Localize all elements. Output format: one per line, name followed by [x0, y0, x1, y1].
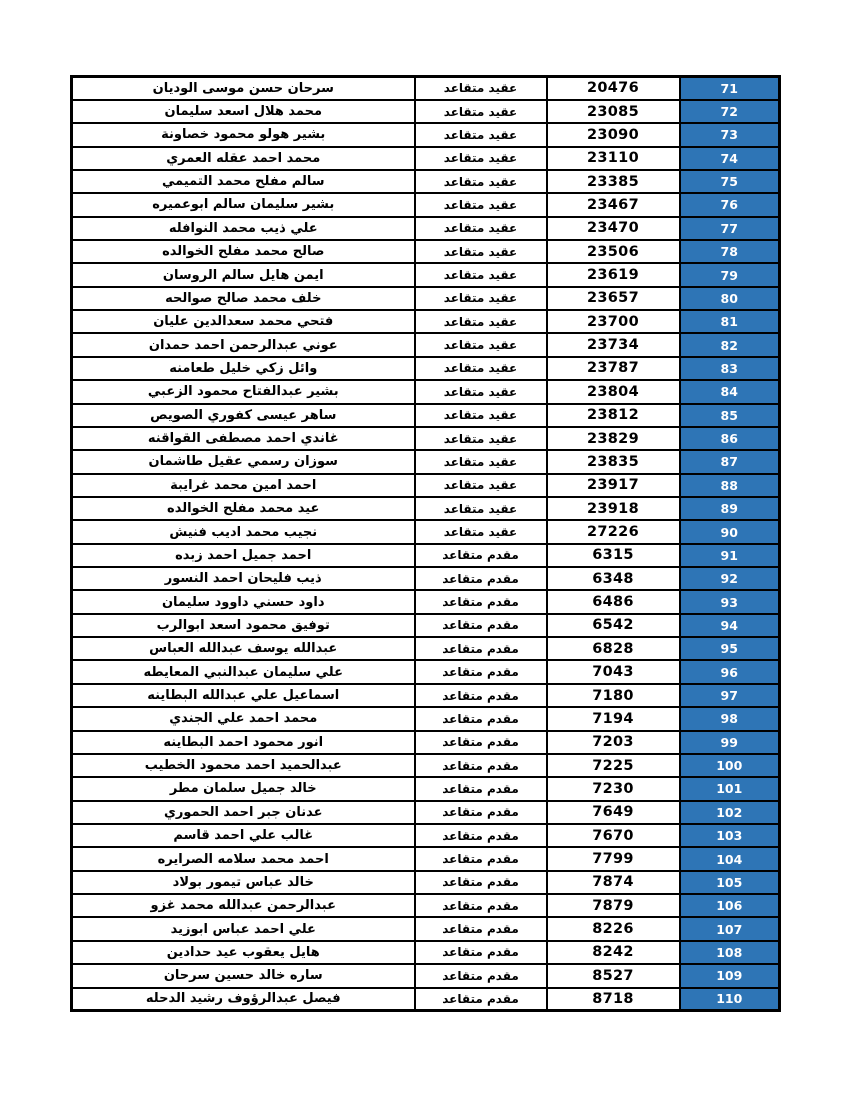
officer-rank-cell: عقيد متقاعد — [415, 333, 547, 356]
table-row — [72, 240, 780, 263]
officer-rank-cell: عقيد متقاعد — [415, 287, 547, 310]
table-row — [72, 871, 780, 894]
row-serial-cell: 95 — [680, 637, 780, 660]
service-number-cell: 23917 — [547, 474, 680, 497]
service-number-cell: 23787 — [547, 357, 680, 380]
table-row — [72, 263, 780, 286]
table-row — [72, 100, 780, 123]
table-row — [72, 567, 780, 590]
row-serial-cell: 102 — [680, 801, 780, 824]
table-row — [72, 941, 780, 964]
service-number-cell: 8718 — [547, 988, 680, 1011]
row-serial-cell: 93 — [680, 590, 780, 613]
service-number-cell: 7043 — [547, 660, 680, 683]
row-serial-cell: 86 — [680, 427, 780, 450]
officer-rank-cell: مقدم متقاعد — [415, 847, 547, 870]
officer-rank-cell: عقيد متقاعد — [415, 263, 547, 286]
officer-name-cell: محمد هلال اسعد سليمان — [72, 100, 415, 123]
officer-name-cell: ساهر عيسى كفوري الصويص — [72, 404, 415, 427]
service-number-cell: 7879 — [547, 894, 680, 917]
officer-name-cell: غاندي احمد مصطفى القواقنه — [72, 427, 415, 450]
row-serial-cell: 97 — [680, 684, 780, 707]
service-number-cell: 23506 — [547, 240, 680, 263]
roster-table-body — [72, 77, 780, 1011]
row-serial-cell: 92 — [680, 567, 780, 590]
service-number-cell: 20476 — [547, 77, 680, 100]
service-number-cell: 23619 — [547, 263, 680, 286]
officer-name-cell: فتحي محمد سعدالدين عليان — [72, 310, 415, 333]
officer-name-cell: صالح محمد مفلح الخوالده — [72, 240, 415, 263]
officer-name-cell: ايمن هايل سالم الروسان — [72, 263, 415, 286]
service-number-cell: 23700 — [547, 310, 680, 333]
row-serial-cell: 103 — [680, 824, 780, 847]
officer-name-cell: ساره خالد حسين سرحان — [72, 964, 415, 987]
table-row — [72, 77, 780, 100]
row-serial-cell: 72 — [680, 100, 780, 123]
table-row — [72, 474, 780, 497]
officer-name-cell: هايل يعقوب عيد حدادين — [72, 941, 415, 964]
row-serial-cell: 99 — [680, 731, 780, 754]
service-number-cell: 23090 — [547, 123, 680, 146]
row-serial-cell: 75 — [680, 170, 780, 193]
row-serial-cell: 83 — [680, 357, 780, 380]
table-row — [72, 684, 780, 707]
officer-name-cell: فيصل عبدالرؤوف رشيد الدحله — [72, 988, 415, 1011]
officer-rank-cell: مقدم متقاعد — [415, 917, 547, 940]
row-serial-cell: 85 — [680, 404, 780, 427]
row-serial-cell: 71 — [680, 77, 780, 100]
table-row — [72, 731, 780, 754]
service-number-cell: 7203 — [547, 731, 680, 754]
retirees-roster-table — [70, 75, 781, 1012]
service-number-cell: 6542 — [547, 614, 680, 637]
officer-name-cell: عدنان جبر احمد الحموري — [72, 801, 415, 824]
table-row — [72, 754, 780, 777]
officer-rank-cell: مقدم متقاعد — [415, 660, 547, 683]
officer-name-cell: داود حسني داوود سليمان — [72, 590, 415, 613]
service-number-cell: 7230 — [547, 777, 680, 800]
officer-name-cell: غالب علي احمد قاسم — [72, 824, 415, 847]
row-serial-cell: 91 — [680, 544, 780, 567]
table-row — [72, 310, 780, 333]
officer-name-cell: احمد محمد سلامه الصرايره — [72, 847, 415, 870]
officer-rank-cell: مقدم متقاعد — [415, 754, 547, 777]
officer-name-cell: انور محمود احمد البطاينه — [72, 731, 415, 754]
table-row — [72, 988, 780, 1011]
row-serial-cell: 107 — [680, 917, 780, 940]
table-row — [72, 637, 780, 660]
table-row — [72, 590, 780, 613]
service-number-cell: 23734 — [547, 333, 680, 356]
table-row — [72, 170, 780, 193]
officer-rank-cell: مقدم متقاعد — [415, 824, 547, 847]
row-serial-cell: 81 — [680, 310, 780, 333]
row-serial-cell: 78 — [680, 240, 780, 263]
officer-rank-cell: مقدم متقاعد — [415, 590, 547, 613]
row-serial-cell: 88 — [680, 474, 780, 497]
row-serial-cell: 79 — [680, 263, 780, 286]
officer-rank-cell: مقدم متقاعد — [415, 894, 547, 917]
row-serial-cell: 90 — [680, 520, 780, 543]
officer-rank-cell: عقيد متقاعد — [415, 474, 547, 497]
officer-name-cell: عوني عبدالرحمن احمد حمدان — [72, 333, 415, 356]
table-row — [72, 497, 780, 520]
service-number-cell: 23804 — [547, 380, 680, 403]
row-serial-cell: 80 — [680, 287, 780, 310]
table-row — [72, 801, 780, 824]
row-serial-cell: 101 — [680, 777, 780, 800]
officer-name-cell: عبدالرحمن عبدالله محمد غزو — [72, 894, 415, 917]
service-number-cell: 23467 — [547, 193, 680, 216]
service-number-cell: 23812 — [547, 404, 680, 427]
row-serial-cell: 105 — [680, 871, 780, 894]
officer-rank-cell: مقدم متقاعد — [415, 777, 547, 800]
officer-rank-cell: عقيد متقاعد — [415, 497, 547, 520]
row-serial-cell: 87 — [680, 450, 780, 473]
table-row — [72, 847, 780, 870]
officer-rank-cell: عقيد متقاعد — [415, 123, 547, 146]
officer-name-cell: محمد احمد علي الجندي — [72, 707, 415, 730]
service-number-cell: 23657 — [547, 287, 680, 310]
service-number-cell: 8226 — [547, 917, 680, 940]
row-serial-cell: 100 — [680, 754, 780, 777]
officer-rank-cell: مقدم متقاعد — [415, 964, 547, 987]
service-number-cell: 7670 — [547, 824, 680, 847]
row-serial-cell: 104 — [680, 847, 780, 870]
table-row — [72, 333, 780, 356]
service-number-cell: 7180 — [547, 684, 680, 707]
service-number-cell: 23829 — [547, 427, 680, 450]
officer-name-cell: علي سليمان عبدالنبي المعايطه — [72, 660, 415, 683]
row-serial-cell: 89 — [680, 497, 780, 520]
officer-rank-cell: عقيد متقاعد — [415, 520, 547, 543]
row-serial-cell: 84 — [680, 380, 780, 403]
officer-rank-cell: عقيد متقاعد — [415, 357, 547, 380]
row-serial-cell: 96 — [680, 660, 780, 683]
table-row — [72, 427, 780, 450]
officer-rank-cell: عقيد متقاعد — [415, 450, 547, 473]
row-serial-cell: 77 — [680, 217, 780, 240]
row-serial-cell: 94 — [680, 614, 780, 637]
officer-name-cell: بشير سليمان سالم ابوعميره — [72, 193, 415, 216]
officer-name-cell: وائل زكي خليل طعامنه — [72, 357, 415, 380]
table-row — [72, 147, 780, 170]
officer-name-cell: عبدالله يوسف عبدالله العباس — [72, 637, 415, 660]
officer-rank-cell: عقيد متقاعد — [415, 310, 547, 333]
officer-rank-cell: مقدم متقاعد — [415, 941, 547, 964]
officer-name-cell: سرحان حسن موسى الوديان — [72, 77, 415, 100]
row-serial-cell: 108 — [680, 941, 780, 964]
service-number-cell: 7225 — [547, 754, 680, 777]
row-serial-cell: 110 — [680, 988, 780, 1011]
officer-name-cell: نجيب محمد اديب فنيش — [72, 520, 415, 543]
officer-rank-cell: مقدم متقاعد — [415, 614, 547, 637]
officer-rank-cell: عقيد متقاعد — [415, 404, 547, 427]
officer-name-cell: عبدالحميد احمد محمود الخطيب — [72, 754, 415, 777]
row-serial-cell: 82 — [680, 333, 780, 356]
service-number-cell: 7799 — [547, 847, 680, 870]
officer-rank-cell: عقيد متقاعد — [415, 427, 547, 450]
row-serial-cell: 106 — [680, 894, 780, 917]
officer-name-cell: بشير عبدالفتاح محمود الزعبي — [72, 380, 415, 403]
officer-rank-cell: عقيد متقاعد — [415, 380, 547, 403]
officer-name-cell: سوزان رسمي عقيل طاشمان — [72, 450, 415, 473]
service-number-cell: 23470 — [547, 217, 680, 240]
service-number-cell: 27226 — [547, 520, 680, 543]
officer-name-cell: احمد جميل احمد زبده — [72, 544, 415, 567]
table-row — [72, 193, 780, 216]
officer-rank-cell: مقدم متقاعد — [415, 544, 547, 567]
service-number-cell: 6486 — [547, 590, 680, 613]
service-number-cell: 7874 — [547, 871, 680, 894]
table-row — [72, 357, 780, 380]
officer-name-cell: بشير هولو محمود خصاونة — [72, 123, 415, 146]
officer-name-cell: عيد محمد مفلح الخوالده — [72, 497, 415, 520]
officer-rank-cell: مقدم متقاعد — [415, 684, 547, 707]
officer-name-cell: اسماعيل علي عبدالله البطاينه — [72, 684, 415, 707]
service-number-cell: 7649 — [547, 801, 680, 824]
officer-name-cell: سالم مفلح محمد التميمي — [72, 170, 415, 193]
officer-rank-cell: مقدم متقاعد — [415, 801, 547, 824]
officer-rank-cell: مقدم متقاعد — [415, 567, 547, 590]
table-row — [72, 824, 780, 847]
service-number-cell: 6315 — [547, 544, 680, 567]
service-number-cell: 23385 — [547, 170, 680, 193]
table-row — [72, 917, 780, 940]
service-number-cell: 6348 — [547, 567, 680, 590]
officer-rank-cell: مقدم متقاعد — [415, 871, 547, 894]
table-row — [72, 544, 780, 567]
table-row — [72, 707, 780, 730]
officer-rank-cell: عقيد متقاعد — [415, 240, 547, 263]
table-row — [72, 614, 780, 637]
officer-name-cell: احمد امين محمد غرايبة — [72, 474, 415, 497]
officer-rank-cell: عقيد متقاعد — [415, 217, 547, 240]
officer-name-cell: ذيب فليحان احمد النسور — [72, 567, 415, 590]
row-serial-cell: 98 — [680, 707, 780, 730]
table-row — [72, 380, 780, 403]
row-serial-cell: 73 — [680, 123, 780, 146]
service-number-cell: 8527 — [547, 964, 680, 987]
service-number-cell: 23918 — [547, 497, 680, 520]
service-number-cell: 7194 — [547, 707, 680, 730]
table-row — [72, 520, 780, 543]
officer-name-cell: محمد احمد عقله العمري — [72, 147, 415, 170]
officer-name-cell: علي احمد عباس ابوزيد — [72, 917, 415, 940]
table-row — [72, 660, 780, 683]
table-row — [72, 404, 780, 427]
officer-rank-cell: مقدم متقاعد — [415, 637, 547, 660]
table-row — [72, 450, 780, 473]
officer-rank-cell: عقيد متقاعد — [415, 193, 547, 216]
table-row — [72, 894, 780, 917]
officer-rank-cell: مقدم متقاعد — [415, 988, 547, 1011]
officer-rank-cell: عقيد متقاعد — [415, 77, 547, 100]
officer-rank-cell: مقدم متقاعد — [415, 731, 547, 754]
service-number-cell: 23085 — [547, 100, 680, 123]
row-serial-cell: 109 — [680, 964, 780, 987]
officer-name-cell: خالد عباس تيمور بولاد — [72, 871, 415, 894]
table-row — [72, 217, 780, 240]
service-number-cell: 6828 — [547, 637, 680, 660]
officer-rank-cell: عقيد متقاعد — [415, 147, 547, 170]
table-row — [72, 777, 780, 800]
row-serial-cell: 74 — [680, 147, 780, 170]
officer-rank-cell: مقدم متقاعد — [415, 707, 547, 730]
row-serial-cell: 76 — [680, 193, 780, 216]
service-number-cell: 23835 — [547, 450, 680, 473]
officer-name-cell: خالد جميل سلمان مطر — [72, 777, 415, 800]
officer-rank-cell: عقيد متقاعد — [415, 100, 547, 123]
officer-name-cell: توفيق محمود اسعد ابوالرب — [72, 614, 415, 637]
table-row — [72, 123, 780, 146]
table-row — [72, 287, 780, 310]
service-number-cell: 8242 — [547, 941, 680, 964]
officer-name-cell: علي ذيب محمد النوافله — [72, 217, 415, 240]
table-row — [72, 964, 780, 987]
officer-name-cell: خلف محمد صالح صوالحه — [72, 287, 415, 310]
officer-rank-cell: عقيد متقاعد — [415, 170, 547, 193]
service-number-cell: 23110 — [547, 147, 680, 170]
